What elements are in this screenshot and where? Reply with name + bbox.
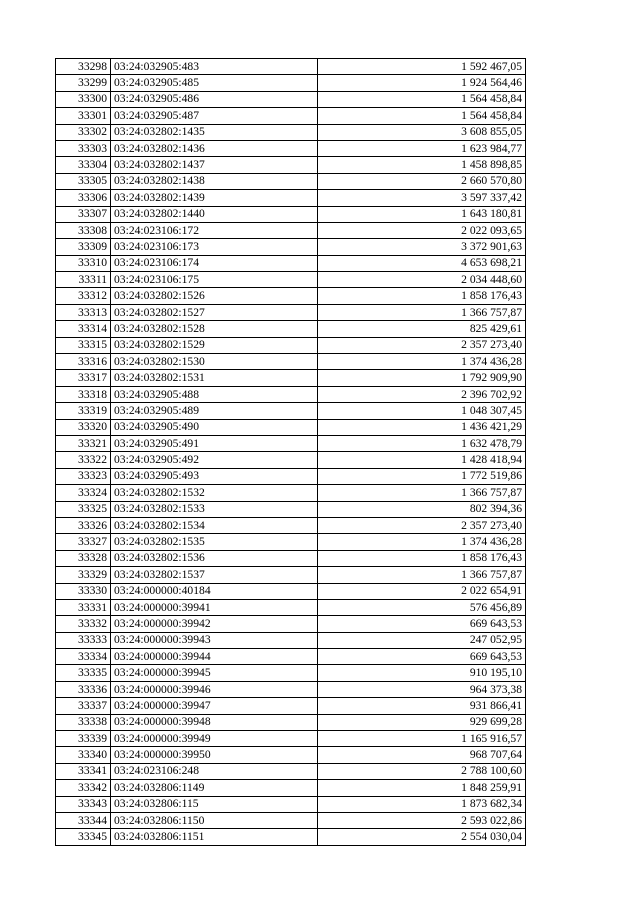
cadastral-value-cell: 2 357 273,40 bbox=[318, 517, 526, 533]
table-row bbox=[56, 649, 526, 665]
cadastral-number-cell: 03:24:032802:1532 bbox=[111, 485, 318, 501]
row-number-cell: 33302 bbox=[56, 124, 111, 140]
row-number-cell: 33331 bbox=[56, 599, 111, 615]
table-row bbox=[56, 534, 526, 550]
row-number-cell: 33339 bbox=[56, 731, 111, 747]
row-number-cell: 33336 bbox=[56, 681, 111, 697]
row-number-cell: 33311 bbox=[56, 272, 111, 288]
table-row bbox=[56, 780, 526, 796]
cadastral-number-cell: 03:24:032802:1530 bbox=[111, 354, 318, 370]
cadastral-number-cell: 03:24:032802:1534 bbox=[111, 517, 318, 533]
cadastral-value-cell: 929 699,28 bbox=[318, 714, 526, 730]
cadastral-number-cell: 03:24:000000:39943 bbox=[111, 632, 318, 648]
cadastral-value-cell: 964 373,38 bbox=[318, 681, 526, 697]
cadastral-number-cell: 03:24:023106:172 bbox=[111, 222, 318, 238]
cadastral-value-cell: 2 788 100,60 bbox=[318, 763, 526, 779]
cadastral-number-cell: 03:24:000000:39948 bbox=[111, 714, 318, 730]
cadastral-number-cell: 03:24:032802:1440 bbox=[111, 206, 318, 222]
cadastral-value-cell: 968 707,64 bbox=[318, 747, 526, 763]
cadastral-value-cell: 2 554 030,04 bbox=[318, 829, 526, 845]
row-number-cell: 33342 bbox=[56, 780, 111, 796]
row-number-cell: 33340 bbox=[56, 747, 111, 763]
row-number-cell: 33333 bbox=[56, 632, 111, 648]
table-row bbox=[56, 321, 526, 337]
row-number-cell: 33326 bbox=[56, 517, 111, 533]
row-number-cell: 33319 bbox=[56, 403, 111, 419]
cadastral-value-cell: 1 165 916,57 bbox=[318, 731, 526, 747]
cadastral-value-cell: 1 924 564,46 bbox=[318, 75, 526, 91]
cadastral-value-cell: 669 643,53 bbox=[318, 649, 526, 665]
row-number-cell: 33316 bbox=[56, 354, 111, 370]
cadastral-value-cell: 2 022 093,65 bbox=[318, 222, 526, 238]
cadastral-number-cell: 03:24:023106:174 bbox=[111, 255, 318, 271]
cadastral-number-cell: 03:24:032802:1526 bbox=[111, 288, 318, 304]
row-number-cell: 33315 bbox=[56, 337, 111, 353]
cadastral-value-cell: 4 653 698,21 bbox=[318, 255, 526, 271]
cadastral-number-cell: 03:24:032802:1437 bbox=[111, 157, 318, 173]
cadastral-number-cell: 03:24:032802:1438 bbox=[111, 173, 318, 189]
cadastral-value-cell: 2 022 654,91 bbox=[318, 583, 526, 599]
table-row bbox=[56, 763, 526, 779]
cadastral-number-cell: 03:24:032802:1435 bbox=[111, 124, 318, 140]
cadastral-number-cell: 03:24:032905:485 bbox=[111, 75, 318, 91]
row-number-cell: 33337 bbox=[56, 698, 111, 714]
row-number-cell: 33306 bbox=[56, 190, 111, 206]
cadastral-value-cell: 802 394,36 bbox=[318, 501, 526, 517]
cadastral-number-cell: 03:24:032802:1439 bbox=[111, 190, 318, 206]
cadastral-value-cell: 2 396 702,92 bbox=[318, 386, 526, 402]
cadastral-value-cell: 2 593 022,86 bbox=[318, 812, 526, 828]
table-row bbox=[56, 599, 526, 615]
table-row bbox=[56, 272, 526, 288]
cadastral-number-cell: 03:24:000000:39941 bbox=[111, 599, 318, 615]
cadastral-number-cell: 03:24:032806:1150 bbox=[111, 812, 318, 828]
table-row bbox=[56, 632, 526, 648]
table-row bbox=[56, 173, 526, 189]
cadastral-value-cell: 1 458 898,85 bbox=[318, 157, 526, 173]
table-row bbox=[56, 140, 526, 156]
cadastral-value-cell: 1 632 478,79 bbox=[318, 435, 526, 451]
cadastral-number-cell: 03:24:032905:487 bbox=[111, 108, 318, 124]
cadastral-number-cell: 03:24:032905:483 bbox=[111, 59, 318, 75]
cadastral-number-cell: 03:24:000000:40184 bbox=[111, 583, 318, 599]
row-number-cell: 33321 bbox=[56, 435, 111, 451]
cadastral-number-cell: 03:24:032802:1531 bbox=[111, 370, 318, 386]
row-number-cell: 33313 bbox=[56, 304, 111, 320]
table-row bbox=[56, 550, 526, 566]
cadastral-value-cell: 1 792 909,90 bbox=[318, 370, 526, 386]
cadastral-value-cell: 1 374 436,28 bbox=[318, 534, 526, 550]
row-number-cell: 33341 bbox=[56, 763, 111, 779]
cadastral-number-cell: 03:24:032802:1533 bbox=[111, 501, 318, 517]
cadastral-number-cell: 03:24:032905:489 bbox=[111, 403, 318, 419]
row-number-cell: 33298 bbox=[56, 59, 111, 75]
table-row bbox=[56, 616, 526, 632]
cadastral-number-cell: 03:24:023106:173 bbox=[111, 239, 318, 255]
cadastral-number-cell: 03:24:032802:1535 bbox=[111, 534, 318, 550]
row-number-cell: 33301 bbox=[56, 108, 111, 124]
cadastral-value-cell: 3 608 855,05 bbox=[318, 124, 526, 140]
table-row bbox=[56, 386, 526, 402]
table-row bbox=[56, 239, 526, 255]
table-row bbox=[56, 812, 526, 828]
cadastral-value-cell: 1 428 418,94 bbox=[318, 452, 526, 468]
cadastral-value-cell: 1 848 259,91 bbox=[318, 780, 526, 796]
cadastral-number-cell: 03:24:032802:1536 bbox=[111, 550, 318, 566]
row-number-cell: 33329 bbox=[56, 567, 111, 583]
row-number-cell: 33325 bbox=[56, 501, 111, 517]
cadastral-value-cell: 576 456,89 bbox=[318, 599, 526, 615]
table-row bbox=[56, 157, 526, 173]
cadastral-value-cell: 669 643,53 bbox=[318, 616, 526, 632]
row-number-cell: 33299 bbox=[56, 75, 111, 91]
cadastral-number-cell: 03:24:032806:1149 bbox=[111, 780, 318, 796]
table-row bbox=[56, 370, 526, 386]
cadastral-number-cell: 03:24:032905:492 bbox=[111, 452, 318, 468]
cadastral-value-cell: 931 866,41 bbox=[318, 698, 526, 714]
row-number-cell: 33327 bbox=[56, 534, 111, 550]
cadastral-value-cell: 910 195,10 bbox=[318, 665, 526, 681]
cadastral-number-cell: 03:24:032905:490 bbox=[111, 419, 318, 435]
cadastral-value-cell: 2 660 570,80 bbox=[318, 173, 526, 189]
cadastral-value-cell: 1 643 180,81 bbox=[318, 206, 526, 222]
cadastral-value-cell: 1 772 519,86 bbox=[318, 468, 526, 484]
cadastral-number-cell: 03:24:000000:39950 bbox=[111, 747, 318, 763]
cadastral-value-cell: 2 034 448,60 bbox=[318, 272, 526, 288]
row-number-cell: 33312 bbox=[56, 288, 111, 304]
row-number-cell: 33343 bbox=[56, 796, 111, 812]
cadastral-number-cell: 03:24:000000:39944 bbox=[111, 649, 318, 665]
table-row bbox=[56, 288, 526, 304]
table-row bbox=[56, 796, 526, 812]
row-number-cell: 33308 bbox=[56, 222, 111, 238]
table-row bbox=[56, 435, 526, 451]
cadastral-number-cell: 03:24:032802:1528 bbox=[111, 321, 318, 337]
row-number-cell: 33332 bbox=[56, 616, 111, 632]
row-number-cell: 33304 bbox=[56, 157, 111, 173]
row-number-cell: 33324 bbox=[56, 485, 111, 501]
cadastral-value-cell: 1 366 757,87 bbox=[318, 304, 526, 320]
row-number-cell: 33309 bbox=[56, 239, 111, 255]
table-row bbox=[56, 829, 526, 845]
cadastral-value-cell: 2 357 273,40 bbox=[318, 337, 526, 353]
cadastral-number-cell: 03:24:023106:175 bbox=[111, 272, 318, 288]
row-number-cell: 33345 bbox=[56, 829, 111, 845]
cadastral-value-cell: 1 564 458,84 bbox=[318, 108, 526, 124]
row-number-cell: 33300 bbox=[56, 91, 111, 107]
row-number-cell: 33334 bbox=[56, 649, 111, 665]
table-row bbox=[56, 747, 526, 763]
cadastral-number-cell: 03:24:032802:1529 bbox=[111, 337, 318, 353]
table-row bbox=[56, 354, 526, 370]
table-row bbox=[56, 108, 526, 124]
row-number-cell: 33310 bbox=[56, 255, 111, 271]
row-number-cell: 33307 bbox=[56, 206, 111, 222]
cadastral-number-cell: 03:24:032905:491 bbox=[111, 435, 318, 451]
cadastral-number-cell: 03:24:032905:488 bbox=[111, 386, 318, 402]
cadastral-value-cell: 1 873 682,34 bbox=[318, 796, 526, 812]
cadastral-value-cell: 3 597 337,42 bbox=[318, 190, 526, 206]
table-row bbox=[56, 419, 526, 435]
table-row bbox=[56, 681, 526, 697]
cadastral-value-table bbox=[55, 58, 526, 846]
row-number-cell: 33318 bbox=[56, 386, 111, 402]
table-row bbox=[56, 501, 526, 517]
table-row bbox=[56, 255, 526, 271]
row-number-cell: 33330 bbox=[56, 583, 111, 599]
row-number-cell: 33328 bbox=[56, 550, 111, 566]
cadastral-value-cell: 1 366 757,87 bbox=[318, 567, 526, 583]
row-number-cell: 33335 bbox=[56, 665, 111, 681]
cadastral-number-cell: 03:24:000000:39942 bbox=[111, 616, 318, 632]
cadastral-value-cell: 1 858 176,43 bbox=[318, 288, 526, 304]
table-row bbox=[56, 91, 526, 107]
table-row bbox=[56, 583, 526, 599]
table-row bbox=[56, 190, 526, 206]
table-row bbox=[56, 665, 526, 681]
cadastral-value-cell: 1 366 757,87 bbox=[318, 485, 526, 501]
table-row bbox=[56, 468, 526, 484]
table-row bbox=[56, 452, 526, 468]
row-number-cell: 33323 bbox=[56, 468, 111, 484]
cadastral-value-cell: 1 374 436,28 bbox=[318, 354, 526, 370]
cadastral-value-cell: 3 372 901,63 bbox=[318, 239, 526, 255]
table-row bbox=[56, 59, 526, 75]
row-number-cell: 33322 bbox=[56, 452, 111, 468]
row-number-cell: 33314 bbox=[56, 321, 111, 337]
cadastral-number-cell: 03:24:032802:1527 bbox=[111, 304, 318, 320]
row-number-cell: 33338 bbox=[56, 714, 111, 730]
table-row bbox=[56, 485, 526, 501]
cadastral-value-cell: 247 052,95 bbox=[318, 632, 526, 648]
cadastral-number-cell: 03:24:023106:248 bbox=[111, 763, 318, 779]
table-row bbox=[56, 731, 526, 747]
cadastral-number-cell: 03:24:000000:39949 bbox=[111, 731, 318, 747]
table-row bbox=[56, 75, 526, 91]
row-number-cell: 33344 bbox=[56, 812, 111, 828]
cadastral-number-cell: 03:24:000000:39947 bbox=[111, 698, 318, 714]
cadastral-number-cell: 03:24:032802:1537 bbox=[111, 567, 318, 583]
table-row bbox=[56, 206, 526, 222]
cadastral-number-cell: 03:24:032806:115 bbox=[111, 796, 318, 812]
cadastral-value-cell: 1 623 984,77 bbox=[318, 140, 526, 156]
table-row bbox=[56, 698, 526, 714]
cadastral-value-cell: 1 592 467,05 bbox=[318, 59, 526, 75]
table-row bbox=[56, 567, 526, 583]
cadastral-number-cell: 03:24:032802:1436 bbox=[111, 140, 318, 156]
row-number-cell: 33303 bbox=[56, 140, 111, 156]
table-row bbox=[56, 222, 526, 238]
table-row bbox=[56, 403, 526, 419]
cadastral-number-cell: 03:24:000000:39945 bbox=[111, 665, 318, 681]
table-row bbox=[56, 124, 526, 140]
table-row bbox=[56, 517, 526, 533]
table-row bbox=[56, 714, 526, 730]
row-number-cell: 33305 bbox=[56, 173, 111, 189]
cadastral-value-cell: 1 048 307,45 bbox=[318, 403, 526, 419]
cadastral-value-cell: 1 564 458,84 bbox=[318, 91, 526, 107]
row-number-cell: 33317 bbox=[56, 370, 111, 386]
cadastral-number-cell: 03:24:032905:493 bbox=[111, 468, 318, 484]
cadastral-number-cell: 03:24:000000:39946 bbox=[111, 681, 318, 697]
row-number-cell: 33320 bbox=[56, 419, 111, 435]
table-row bbox=[56, 337, 526, 353]
cadastral-number-cell: 03:24:032806:1151 bbox=[111, 829, 318, 845]
cadastral-number-cell: 03:24:032905:486 bbox=[111, 91, 318, 107]
table-body bbox=[56, 59, 526, 846]
cadastral-value-cell: 825 429,61 bbox=[318, 321, 526, 337]
table-row bbox=[56, 304, 526, 320]
cadastral-value-cell: 1 436 421,29 bbox=[318, 419, 526, 435]
cadastral-value-cell: 1 858 176,43 bbox=[318, 550, 526, 566]
